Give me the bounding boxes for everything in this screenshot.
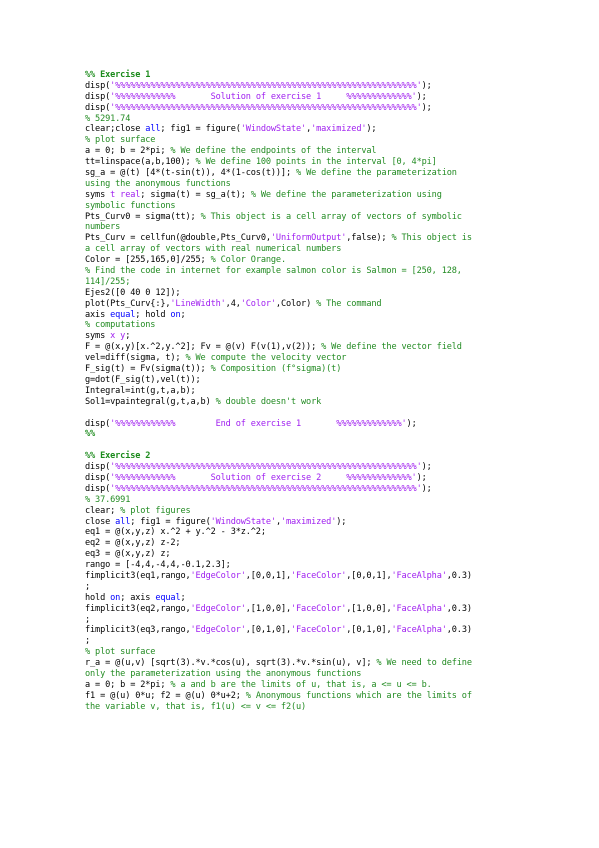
code-line — [85, 506, 555, 517]
code-comment: % 5291.74 — [85, 113, 131, 124]
code-text: ,[1,0,0], — [346, 603, 392, 614]
code-string: t real — [110, 189, 141, 200]
code-keyword: equal — [155, 592, 181, 603]
code-line — [85, 342, 555, 353]
code-keyword: all — [115, 516, 131, 527]
code-text: tt=linspace(a,b,100); — [85, 157, 196, 168]
code-string: 'EdgeColor' — [190, 603, 246, 614]
code-keyword: all — [145, 124, 161, 135]
code-text: ); — [406, 418, 417, 429]
code-line — [85, 114, 555, 125]
code-comment: % We define the parameterization using — [250, 189, 442, 200]
code-string: '%%%%%%%%%%%% Solution of exercise 1 %%%%%%%%%%%%%' — [110, 91, 417, 102]
code-line — [85, 201, 555, 212]
code-line — [85, 124, 555, 135]
code-line — [85, 277, 555, 288]
section-marker: %% — [85, 429, 96, 440]
code-line — [85, 310, 555, 321]
code-text: ,false); — [346, 233, 392, 244]
code-line — [85, 135, 555, 146]
code-text: ,4, — [225, 298, 241, 309]
code-line — [85, 669, 555, 680]
code-text: a = 0; b = 2*pi; — [85, 146, 171, 157]
code-text: ,0.3) — [446, 570, 472, 581]
code-line — [85, 658, 555, 669]
code-text: disp( — [85, 483, 111, 494]
code-text: f1 = @(u) 0*u; f2 = @(u) 0*u+2; — [85, 690, 246, 701]
code-line — [85, 582, 555, 593]
code-comment: % We compute the velocity vector — [185, 353, 347, 364]
code-text: , — [306, 124, 312, 135]
code-string: 'FaceColor' — [291, 603, 347, 614]
code-text: Sol1=vpaintegral(g,t,a,b) — [85, 396, 216, 407]
code-line — [85, 288, 555, 299]
code-line — [85, 691, 555, 702]
code-text: ); — [421, 80, 432, 91]
code-text: fimplicit3(eq1,rango, — [85, 570, 191, 581]
code-comment: symbolic functions — [85, 200, 176, 211]
code-string: 'Color' — [240, 298, 276, 309]
code-line — [85, 386, 555, 397]
code-comment: only the parameterization using the anonymous functions — [85, 668, 362, 679]
code-line — [85, 299, 555, 310]
section-marker: %% Exercise 1 — [85, 70, 151, 80]
code-text: Pts_Curv = cellfun(@double,Pts_Curv0, — [85, 233, 271, 244]
code-text: ; fig1 = figure( — [160, 124, 241, 135]
code-comment: % Color Orange. — [210, 255, 286, 266]
code-line — [85, 255, 555, 266]
code-comment: a cell array of vectors with real numerical numbers — [85, 244, 342, 255]
code-string: 'FaceColor' — [291, 570, 347, 581]
code-text: ; hold — [135, 309, 171, 320]
code-comment: % a and b are the limits of u, that is, a <= u <= b. — [170, 679, 432, 690]
code-comment: % Composition (f°sigma)(t) — [210, 364, 342, 375]
code-text: ,0.3) — [446, 625, 472, 636]
code-comment: the variable v, that is, f1(u) <= v <= f2(u) — [85, 701, 307, 712]
code-text: eq1 = @(x,y,z) x.^2 + y.^2 - 3*z.^2; — [85, 527, 266, 538]
code-line — [85, 593, 555, 604]
code-text: ; sigma(t) = sg_a(t); — [140, 189, 251, 200]
code-line — [85, 647, 555, 658]
code-text: ; fig1 = figure( — [130, 516, 211, 527]
code-string: '%%%%%%%%%%%%%%%%%%%%%%%%%%%%%%%%%%%%%%%%%%%%%%%%%%%%%%%%%%%%' — [110, 80, 422, 91]
code-text: ,0.3) — [446, 603, 472, 614]
code-text: disp( — [85, 91, 111, 102]
code-comment: % Find the code in internet for example salmon color is Salmon = [250, 128, — [85, 266, 462, 277]
code-text: syms — [85, 189, 111, 200]
code-string: 'WindowState' — [210, 516, 276, 527]
code-text: rango = [-4,4,-4,4,-0.1,2.3]; — [85, 560, 231, 571]
code-string: 'LineWidth' — [170, 298, 226, 309]
code-line — [85, 560, 555, 571]
code-comment: % We define 100 points in the interval [0, 4*pi] — [195, 157, 437, 168]
code-line — [85, 103, 555, 114]
code-line — [85, 680, 555, 691]
code-text: vel=diff(sigma, t); — [85, 353, 186, 364]
code-string: 'FaceColor' — [291, 625, 347, 636]
code-line — [85, 157, 555, 168]
code-string: 'FaceAlpha' — [391, 570, 447, 581]
code-string: 'FaceAlpha' — [391, 603, 447, 614]
code-comment: using the anonymous functions — [85, 178, 231, 189]
code-text: disp( — [85, 102, 111, 113]
code-text: ); — [416, 91, 427, 102]
code-text: hold — [85, 592, 111, 603]
code-comment: 114]/255; — [85, 276, 131, 287]
code-text: g=dot(F_sig(t),vel(t)); — [85, 374, 201, 385]
code-string: x y — [110, 331, 126, 342]
code-text: disp( — [85, 80, 111, 91]
code-string: 'maximized' — [311, 124, 367, 135]
code-text: close — [85, 516, 116, 527]
code-text: ; — [85, 581, 91, 592]
code-text: ); — [421, 483, 432, 494]
code-text: fimplicit3(eq2,rango, — [85, 603, 191, 614]
code-line — [85, 331, 555, 342]
code-keyword: equal — [110, 309, 136, 320]
code-comment: % 37.6991 — [85, 494, 131, 505]
code-line — [85, 451, 555, 462]
code-keyword: on — [110, 592, 121, 603]
code-text: ); — [416, 472, 427, 483]
code-comment: % This object is a cell array of vectors of symbolic — [200, 211, 462, 222]
code-text: ; — [180, 309, 186, 320]
code-comment: % computations — [85, 320, 156, 331]
code-text: eq3 = @(x,y,z) z; — [85, 549, 171, 560]
code-line — [85, 397, 555, 408]
code-line — [85, 92, 555, 103]
code-comment: % plot surface — [85, 647, 156, 658]
code-comment: numbers — [85, 222, 121, 233]
code-text: ; — [180, 592, 186, 603]
code-comment: % plot surface — [85, 135, 156, 146]
code-text: syms — [85, 331, 111, 342]
code-text: F = @(x,y)[x.^2,y.^2]; Fv = @(v) F(v(1),v(2)); — [85, 342, 322, 353]
code-text: ,[0,1,0], — [346, 625, 392, 636]
code-line — [85, 702, 555, 713]
code-text: ; — [125, 331, 131, 342]
code-text: ); — [421, 462, 432, 473]
code-string: 'FaceAlpha' — [391, 625, 447, 636]
code-text: disp( — [85, 462, 111, 473]
code-line — [85, 419, 555, 430]
code-line — [85, 320, 555, 331]
code-text: plot(Pts_Curv{:}, — [85, 298, 171, 309]
code-line — [85, 604, 555, 615]
code-text: , — [275, 516, 281, 527]
code-line — [85, 636, 555, 647]
code-line — [85, 517, 555, 528]
code-line — [85, 429, 555, 440]
code-string: '%%%%%%%%%%%% End of exercise 1 %%%%%%%%%%%%%' — [110, 418, 407, 429]
code-text: ,[0,0,1], — [346, 570, 392, 581]
code-line — [85, 81, 555, 92]
code-line — [85, 179, 555, 190]
code-line — [85, 222, 555, 233]
code-text: ,Color) — [275, 298, 317, 309]
code-comment: % We define the endpoints of the interval — [170, 146, 377, 157]
code-string: 'WindowState' — [240, 124, 307, 135]
code-line — [85, 462, 555, 473]
code-comment: % The command — [316, 298, 382, 309]
code-string: '%%%%%%%%%%%%%%%%%%%%%%%%%%%%%%%%%%%%%%%%%%%%%%%%%%%%%%%%%%%%' — [110, 102, 422, 113]
code-line — [85, 495, 555, 506]
code-string: '%%%%%%%%%%%%%%%%%%%%%%%%%%%%%%%%%%%%%%%%%%%%%%%%%%%%%%%%%%%%' — [110, 483, 422, 494]
code-line — [85, 190, 555, 201]
code-text: F_sig(t) = Fv(sigma(t)); — [85, 364, 211, 375]
code-text: a = 0; b = 2*pi; — [85, 679, 171, 690]
code-comment: % Anonymous functions which are the limits of — [245, 690, 472, 701]
code-line — [85, 353, 555, 364]
code-line — [85, 408, 555, 419]
code-string: 'EdgeColor' — [190, 625, 246, 636]
code-line — [85, 484, 555, 495]
code-string: '%%%%%%%%%%%%%%%%%%%%%%%%%%%%%%%%%%%%%%%%%%%%%%%%%%%%%%%%%%%%' — [110, 462, 422, 473]
code-line — [85, 364, 555, 375]
code-line — [85, 244, 555, 255]
code-text: disp( — [85, 472, 111, 483]
code-text: Integral=int(g,t,a,b); — [85, 385, 196, 396]
code-line — [85, 168, 555, 179]
code-text: ); — [366, 124, 377, 135]
code-line — [85, 571, 555, 582]
code-comment: % plot figures — [120, 505, 191, 516]
code-text: ; — [85, 636, 91, 647]
code-line — [85, 473, 555, 484]
code-line — [85, 527, 555, 538]
code-line — [85, 538, 555, 549]
code-string: 'maximized' — [280, 516, 337, 527]
code-line — [85, 70, 555, 81]
code-text: r_a = @(u,v) [sqrt(3).*v.*cos(u), sqrt(3).*v.*sin(u), v]; — [85, 658, 377, 669]
code-comment: % We define the parameterization — [296, 168, 457, 179]
code-text: clear; — [85, 505, 121, 516]
code-line — [85, 375, 555, 386]
code-text: ; axis — [120, 592, 156, 603]
code-string: 'EdgeColor' — [190, 570, 246, 581]
code-comment: % We need to define — [376, 658, 472, 669]
code-text: ,[0,1,0], — [245, 625, 291, 636]
code-text: ); — [336, 516, 347, 527]
code-text: ; — [85, 614, 91, 625]
matlab-code-listing — [85, 70, 555, 713]
code-comment: % This object is — [391, 233, 472, 244]
section-marker: %% Exercise 2 — [85, 451, 151, 462]
code-string: 'UniformOutput' — [270, 233, 347, 244]
code-text: ,[1,0,0], — [245, 603, 291, 614]
code-text: disp( — [85, 418, 111, 429]
code-text: ,[0,0,1], — [245, 570, 291, 581]
code-line — [85, 266, 555, 277]
code-text: axis — [85, 309, 111, 320]
code-text: clear;close — [85, 124, 146, 135]
code-text: ); — [421, 102, 432, 113]
code-line — [85, 146, 555, 157]
code-line — [85, 212, 555, 223]
code-comment: % We define the vector field — [321, 342, 462, 353]
code-string: '%%%%%%%%%%%% Solution of exercise 2 %%%%%%%%%%%%%' — [110, 472, 417, 483]
code-line — [85, 615, 555, 626]
code-text: eq2 = @(x,y,z) z-2; — [85, 538, 181, 549]
code-line — [85, 625, 555, 636]
code-line — [85, 233, 555, 244]
code-text: fimplicit3(eq3,rango, — [85, 625, 191, 636]
code-comment: % double doesn't work — [215, 396, 322, 407]
code-text: sg_a = @(t) [4*(t-sin(t)), 4*(1-cos(t))]; — [85, 168, 297, 179]
code-text: Ejes2([0 40 0 12]); — [85, 287, 181, 298]
code-line — [85, 549, 555, 560]
code-text: Pts_Curv0 = sigma(tt); — [85, 211, 201, 222]
code-keyword: on — [170, 309, 181, 320]
code-text: Color = [255,165,0]/255; — [85, 255, 211, 266]
code-line — [85, 440, 555, 451]
